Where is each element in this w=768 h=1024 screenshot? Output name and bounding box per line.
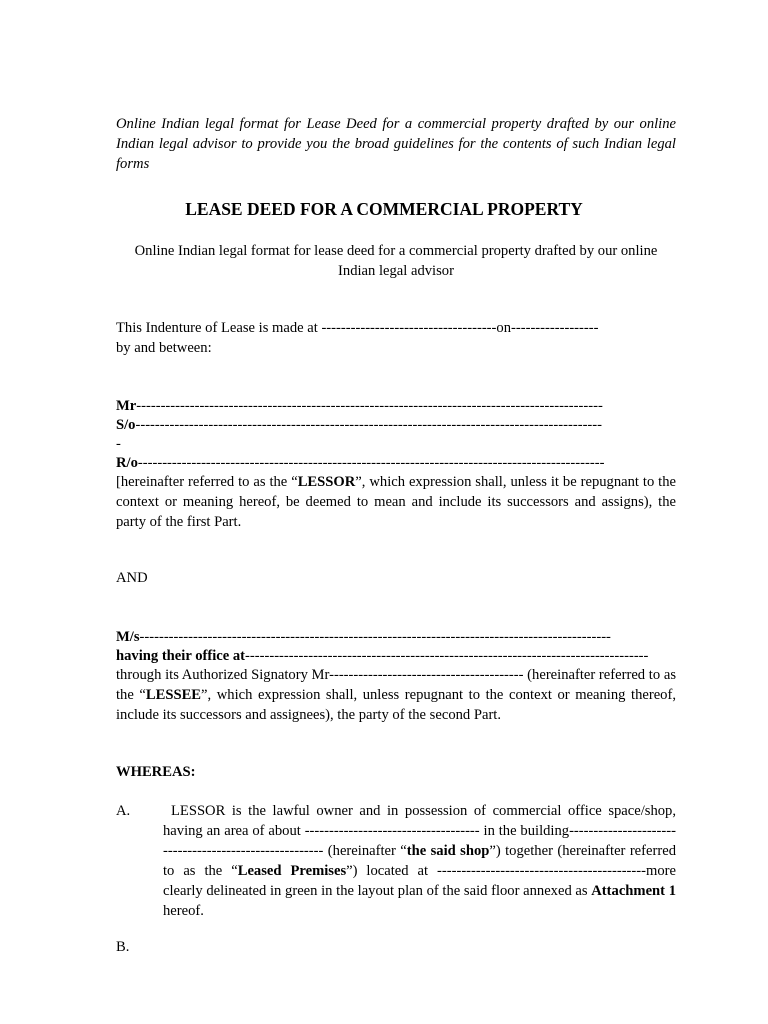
- item-a-body: [163, 801, 676, 921]
- lessor-term: LESSOR: [297, 474, 356, 490]
- lessor-so-field: [116, 415, 676, 435]
- mr-blank: ------------------------------------------------------------------------------------------------: [136, 398, 603, 414]
- lessor-mr-field: [116, 396, 676, 416]
- ro-blank: ------------------------------------------------------------------------------------------------: [137, 455, 605, 471]
- item-a-text-3: ”) located at -------------------------------------------more clearly delineated in green in the layout plan of the said floor annexed as: [163, 863, 676, 899]
- ro-label: R/o: [116, 455, 138, 471]
- lessor-clause: [116, 472, 676, 532]
- lessee-clause: [116, 665, 676, 725]
- item-a-text-4: hereof.: [163, 903, 204, 919]
- document-title: LEASE DEED FOR A COMMERCIAL PROPERTY: [185, 199, 583, 219]
- lessee-term: LESSEE: [145, 687, 202, 703]
- item-b-letter: B.: [116, 939, 130, 955]
- lessor-clause-post: ”, which expression shall, unless it be repugnant to the context or meaning hereof, be deemed to mean and include its successors and assigns), the party of the first Part.: [116, 474, 677, 530]
- ms-label: M/s: [116, 629, 140, 645]
- attachment-term: Attachment 1: [591, 883, 676, 899]
- mr-label: Mr: [116, 398, 137, 414]
- office-blank: -----------------------------------------------------------------------------------: [245, 648, 649, 664]
- whereas-heading: WHEREAS:: [116, 764, 196, 780]
- and-separator: AND: [116, 570, 148, 586]
- ms-blank: -------------------------------------------------------------------------------------------------: [139, 629, 611, 645]
- so-label: S/o: [116, 417, 136, 433]
- lessor-clause-pre: [hereinafter referred to as the “: [116, 474, 298, 490]
- lessee-clause-pre: through its Authorized Signatory Mr---------------------------------------- (hereinafter referred to as the “: [116, 667, 676, 703]
- item-a-letter: A.: [116, 803, 131, 819]
- stray-dash: -: [116, 436, 121, 452]
- intro-paragraph: Online Indian legal format for Lease Deed for a commercial property drafted by our online Indian legal advisor to provide you the broad guidelines for the contents of such Indian legal forms: [116, 116, 676, 172]
- indenture-between: by and between:: [116, 340, 212, 356]
- said-shop-term: the said shop: [406, 843, 490, 859]
- lessee-office-field: [116, 646, 676, 666]
- so-blank: ------------------------------------------------------------------------------------------------: [135, 417, 603, 433]
- indenture-line: This Indenture of Lease is made at ------------------------------------on------------------: [116, 320, 599, 336]
- item-a-text-2: ”) together (hereinafter referred to as the “: [163, 843, 676, 879]
- item-a-text-1: LESSOR is the lawful owner and in possession of commercial office space/shop, having an area of about ------------------------------------ in the building------------------------------------------------------- (hereinafter “: [163, 803, 676, 859]
- lessor-ro-field: [116, 453, 676, 473]
- document-subtitle: Online Indian legal format for lease deed for a commercial property drafted by our online Indian legal advisor: [134, 243, 658, 279]
- office-label: having their office at: [116, 648, 246, 664]
- leased-premises-term: Leased Premises: [237, 863, 347, 879]
- lessee-ms-field: [116, 627, 676, 647]
- lessee-clause-post: ”, which expression shall, unless repugnant to the context or meaning thereof, include its successors and assignees), the party of the second Part.: [116, 687, 676, 723]
